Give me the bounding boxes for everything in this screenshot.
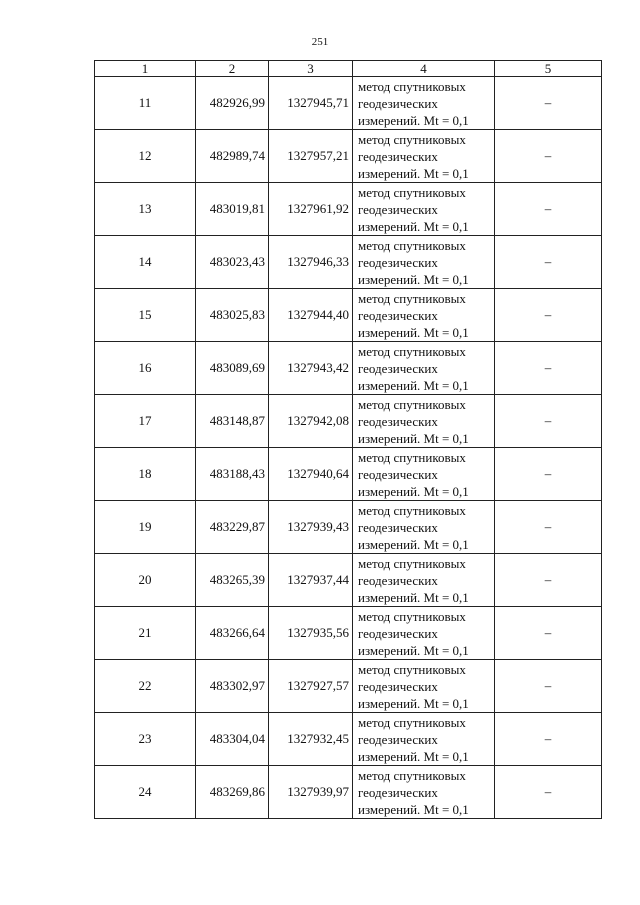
method-line: измерений. Mt = 0,1: [358, 695, 469, 711]
method-description: [353, 713, 495, 766]
coordinate-x: 483304,04: [196, 713, 269, 766]
method-line: геодезических: [358, 413, 438, 429]
point-number: 17: [95, 395, 196, 448]
note-dash: –: [495, 183, 602, 236]
method-line: метод спутниковых: [358, 131, 466, 147]
method-line: измерений. Mt = 0,1: [358, 748, 469, 764]
table-header: [95, 61, 602, 77]
note-dash: –: [495, 713, 602, 766]
method-line: измерений. Mt = 0,1: [358, 801, 469, 817]
header-col-5: 5: [495, 61, 602, 77]
table-row: [95, 501, 602, 554]
coordinates-table: [94, 60, 602, 819]
table-row: [95, 554, 602, 607]
table-row: [95, 130, 602, 183]
method-line: геодезических: [358, 360, 438, 376]
method-description: [353, 183, 495, 236]
coordinate-y: 1327937,44: [269, 554, 353, 607]
header-col-3: 3: [269, 61, 353, 77]
method-line: метод спутниковых: [358, 555, 466, 571]
point-number: 19: [95, 501, 196, 554]
method-line: геодезических: [358, 572, 438, 588]
point-number: 11: [95, 77, 196, 130]
note-dash: –: [495, 660, 602, 713]
header-col-1: 1: [95, 61, 196, 77]
method-description: [353, 77, 495, 130]
method-line: метод спутниковых: [358, 714, 466, 730]
note-dash: –: [495, 342, 602, 395]
coordinate-y: 1327957,21: [269, 130, 353, 183]
point-number: 13: [95, 183, 196, 236]
coordinate-y: 1327961,92: [269, 183, 353, 236]
method-line: измерений. Mt = 0,1: [358, 430, 469, 446]
table-body: [95, 77, 602, 819]
table-row: [95, 289, 602, 342]
point-number: 16: [95, 342, 196, 395]
coordinate-y: 1327939,43: [269, 501, 353, 554]
header-row: [95, 61, 602, 77]
coordinate-x: 483229,87: [196, 501, 269, 554]
method-line: геодезических: [358, 519, 438, 535]
table-row: [95, 342, 602, 395]
note-dash: –: [495, 289, 602, 342]
note-dash: –: [495, 395, 602, 448]
method-description: [353, 607, 495, 660]
coordinate-x: 483025,83: [196, 289, 269, 342]
point-number: 20: [95, 554, 196, 607]
coordinate-x: 483188,43: [196, 448, 269, 501]
point-number: 15: [95, 289, 196, 342]
method-line: измерений. Mt = 0,1: [358, 165, 469, 181]
method-line: метод спутниковых: [358, 343, 466, 359]
method-line: метод спутниковых: [358, 78, 466, 94]
coordinate-y: 1327939,97: [269, 766, 353, 819]
method-line: геодезических: [358, 95, 438, 111]
header-col-2: 2: [196, 61, 269, 77]
coordinate-y: 1327943,42: [269, 342, 353, 395]
method-line: геодезических: [358, 254, 438, 270]
method-description: [353, 766, 495, 819]
page-number: 251: [311, 36, 329, 48]
method-description: [353, 130, 495, 183]
note-dash: –: [495, 607, 602, 660]
note-dash: –: [495, 77, 602, 130]
coordinate-x: 483265,39: [196, 554, 269, 607]
method-description: [353, 289, 495, 342]
method-line: метод спутниковых: [358, 290, 466, 306]
method-line: измерений. Mt = 0,1: [358, 642, 469, 658]
method-line: геодезических: [358, 307, 438, 323]
point-number: 22: [95, 660, 196, 713]
table-row: [95, 713, 602, 766]
method-line: метод спутниковых: [358, 608, 466, 624]
method-line: метод спутниковых: [358, 449, 466, 465]
coordinate-y: 1327927,57: [269, 660, 353, 713]
point-number: 21: [95, 607, 196, 660]
method-line: геодезических: [358, 678, 438, 694]
note-dash: –: [495, 448, 602, 501]
method-line: измерений. Mt = 0,1: [358, 271, 469, 287]
method-line: геодезических: [358, 731, 438, 747]
method-line: метод спутниковых: [358, 237, 466, 253]
coordinate-x: 482926,99: [196, 77, 269, 130]
method-line: измерений. Mt = 0,1: [358, 483, 469, 499]
coordinate-x: 483019,81: [196, 183, 269, 236]
coordinate-x: 483269,86: [196, 766, 269, 819]
method-description: [353, 342, 495, 395]
coordinate-y: 1327946,33: [269, 236, 353, 289]
point-number: 18: [95, 448, 196, 501]
method-line: измерений. Mt = 0,1: [358, 112, 469, 128]
coordinate-y: 1327940,64: [269, 448, 353, 501]
note-dash: –: [495, 130, 602, 183]
table-row: [95, 395, 602, 448]
method-description: [353, 660, 495, 713]
table-row: [95, 766, 602, 819]
method-description: [353, 501, 495, 554]
coordinate-x: 483089,69: [196, 342, 269, 395]
note-dash: –: [495, 501, 602, 554]
method-line: метод спутниковых: [358, 502, 466, 518]
coordinate-x: 482989,74: [196, 130, 269, 183]
coordinate-y: 1327942,08: [269, 395, 353, 448]
method-description: [353, 395, 495, 448]
method-line: метод спутниковых: [358, 767, 466, 783]
method-line: измерений. Mt = 0,1: [358, 218, 469, 234]
header-col-4: 4: [353, 61, 495, 77]
coordinate-y: 1327944,40: [269, 289, 353, 342]
point-number: 23: [95, 713, 196, 766]
method-line: измерений. Mt = 0,1: [358, 536, 469, 552]
table-row: [95, 236, 602, 289]
method-description: [353, 448, 495, 501]
method-description: [353, 236, 495, 289]
method-description: [353, 554, 495, 607]
coordinate-x: 483148,87: [196, 395, 269, 448]
coordinate-x: 483302,97: [196, 660, 269, 713]
table-row: [95, 77, 602, 130]
method-line: измерений. Mt = 0,1: [358, 377, 469, 393]
note-dash: –: [495, 236, 602, 289]
method-line: измерений. Mt = 0,1: [358, 589, 469, 605]
note-dash: –: [495, 554, 602, 607]
table-row: [95, 448, 602, 501]
coordinate-x: 483266,64: [196, 607, 269, 660]
method-line: геодезических: [358, 784, 438, 800]
table-row: [95, 660, 602, 713]
point-number: 24: [95, 766, 196, 819]
point-number: 14: [95, 236, 196, 289]
coordinate-y: 1327945,71: [269, 77, 353, 130]
point-number: 12: [95, 130, 196, 183]
method-line: метод спутниковых: [358, 184, 466, 200]
method-line: метод спутниковых: [358, 661, 466, 677]
method-line: измерений. Mt = 0,1: [358, 324, 469, 340]
table-row: [95, 607, 602, 660]
method-line: геодезических: [358, 148, 438, 164]
table-row: [95, 183, 602, 236]
method-line: геодезических: [358, 625, 438, 641]
coordinate-y: 1327932,45: [269, 713, 353, 766]
note-dash: –: [495, 766, 602, 819]
coordinate-x: 483023,43: [196, 236, 269, 289]
method-line: метод спутниковых: [358, 396, 466, 412]
method-line: геодезических: [358, 466, 438, 482]
coordinate-y: 1327935,56: [269, 607, 353, 660]
method-line: геодезических: [358, 201, 438, 217]
